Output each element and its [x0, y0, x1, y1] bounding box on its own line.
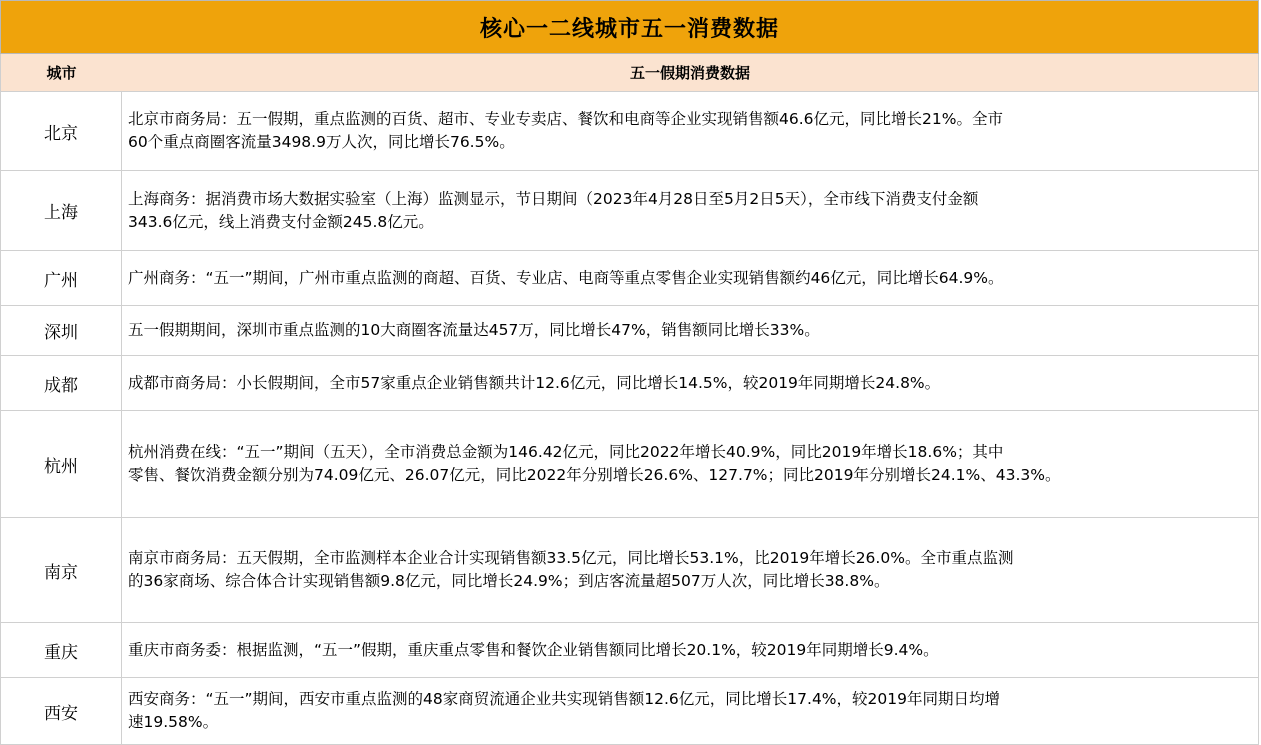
city-cell: 成都	[1, 356, 122, 410]
data-cell: 成都市商务局：小长假期间，全市57家重点企业销售额共计12.6亿元，同比增长14.5%，较2019年同期增长24.8%。	[128, 373, 941, 392]
data-cell: 南京市商务局：五天假期，全市监测样本企业合计实现销售额33.5亿元，同比增长53.1%，比2019年增长26.0%。全市重点监测 的36家商场、综合体合计实现销售额9.8亿元，同比增长24.9%；到店客流量超507万人次，同比增长38.8%。	[128, 549, 1014, 590]
data-cell: 广州商务：“五一”期间，广州市重点监测的商超、百货、专业店、电商等重点零售企业实现销售额约46亿元，同比增长64.9%。	[128, 268, 1004, 287]
city-cell: 深圳	[1, 306, 122, 355]
city-cell: 杭州	[1, 411, 122, 517]
table-row	[0, 250, 1259, 305]
table-row	[0, 677, 1259, 745]
table-row	[0, 517, 1259, 622]
table-title: 核心一二线城市五一消费数据	[0, 0, 1259, 54]
data-cell: 上海商务：据消费市场大数据实验室（上海）监测显示，节日期间（2023年4月28日至5月2日5天），全市线下消费支付金额 343.6亿元，线上消费支付金额245.8亿元。	[128, 189, 979, 231]
data-cell: 重庆市商务委：根据监测，“五一”假期，重庆重点零售和餐饮企业销售额同比增长20.1%，较2019年同期增长9.4%。	[128, 640, 939, 659]
table-row	[0, 91, 1259, 170]
city-cell: 南京	[1, 518, 122, 622]
table-body	[0, 91, 1259, 745]
table-row	[0, 170, 1259, 250]
table-row	[0, 410, 1259, 517]
data-cell: 五一假期期间，深圳市重点监测的10大商圈客流量达457万，同比增长47%，销售额同比增长33%。	[128, 321, 820, 339]
table-row	[0, 305, 1259, 355]
data-cell: 西安商务：“五一”期间，西安市重点监测的48家商贸流通企业共实现销售额12.6亿元，同比增长17.4%，较2019年同期日均增 速19.58%。	[128, 690, 1000, 731]
city-cell: 广州	[1, 251, 122, 305]
table-header	[0, 54, 1259, 91]
data-cell: 杭州消费在线：“五一”期间（五天），全市消费总金额为146.42亿元，同比2022年增长40.9%，同比2019年增长18.6%；其中 零售、餐饮消费金额分别为74.09亿元、26.07亿元，同比2022年分别增长26.6%、127.7%；同比2019年分别增长24.1%、43.3%。	[128, 443, 1061, 484]
city-cell: 西安	[1, 678, 122, 744]
table-row	[0, 355, 1259, 410]
data-cell: 北京市商务局：五一假期，重点监测的百货、超市、专业专卖店、餐饮和电商等企业实现销售额46.6亿元，同比增长21%。全市 60个重点商圈客流量3498.9万人次，同比增长76.5%。	[128, 110, 1003, 151]
city-cell: 北京	[1, 92, 122, 170]
header-consumption-data: 五一假期消费数据	[629, 64, 750, 82]
header-city: 城市	[46, 64, 77, 82]
city-cell: 上海	[1, 171, 122, 250]
city-cell: 重庆	[1, 623, 122, 677]
table-row	[0, 622, 1259, 677]
